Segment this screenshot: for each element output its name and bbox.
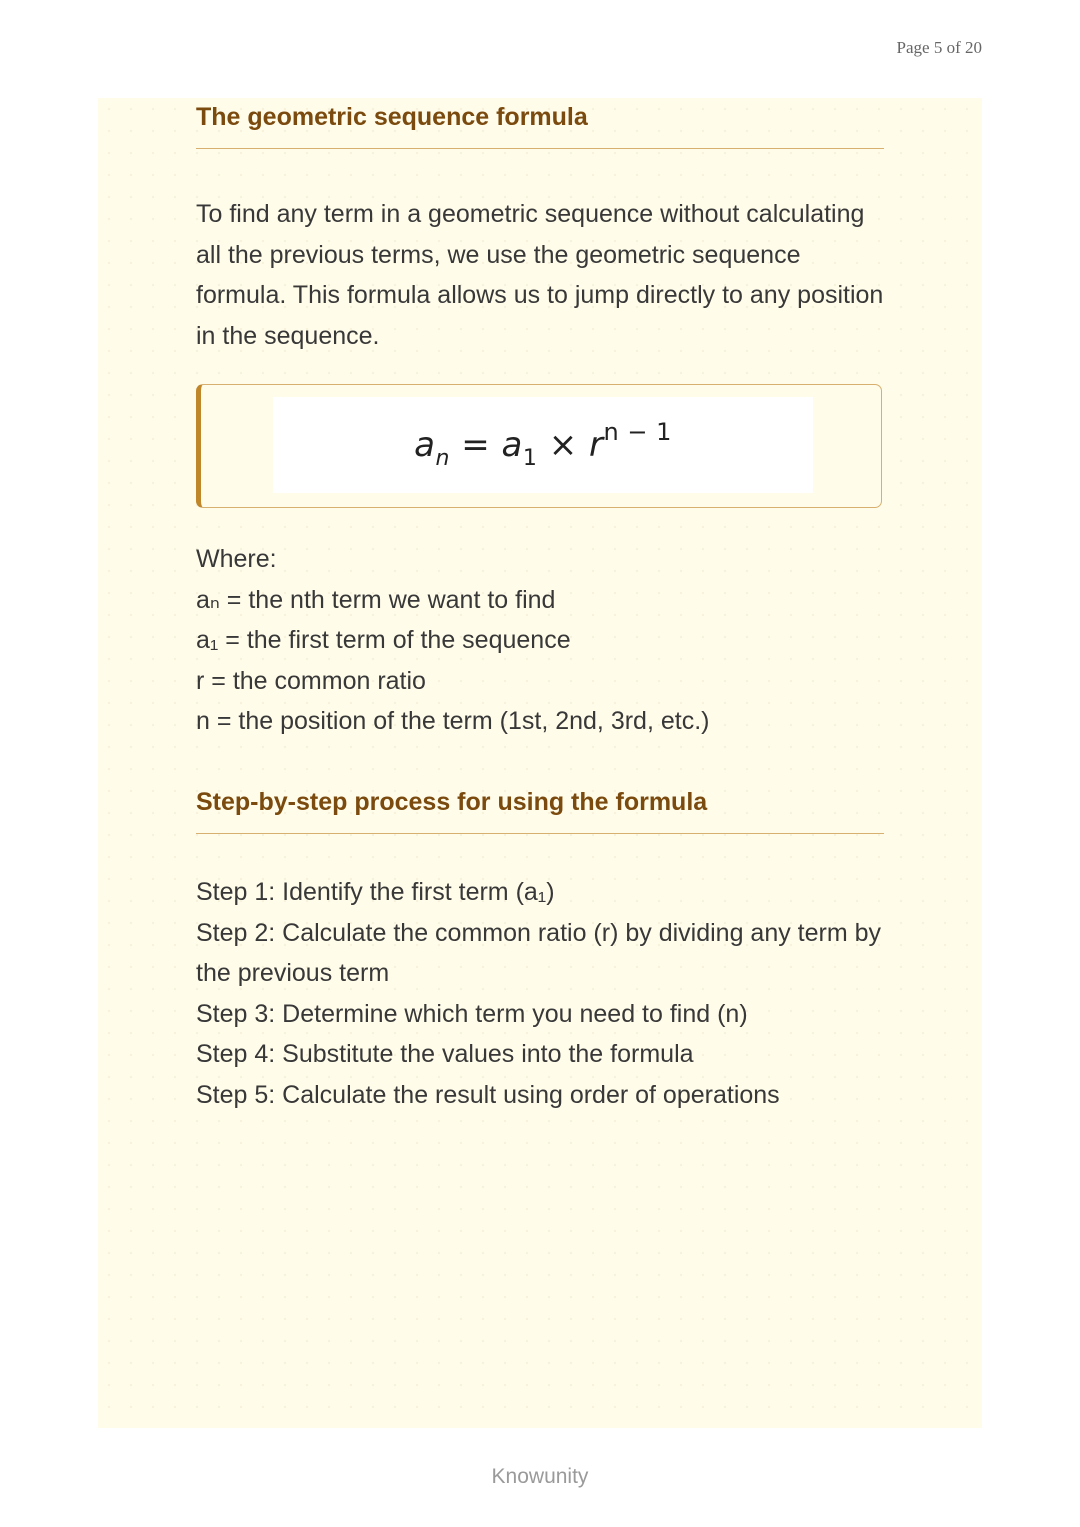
formula-times: × bbox=[537, 425, 589, 465]
formula-rhs-base: a bbox=[501, 425, 523, 465]
formula-rhs-subscript: 1 bbox=[522, 446, 538, 471]
definition-item: r = the common ratio bbox=[196, 666, 426, 695]
section-title-formula: The geometric sequence formula bbox=[196, 105, 884, 149]
brand-footer: Knowunity bbox=[491, 1465, 589, 1488]
step-item: Step 2: Calculate the common ratio (r) by dividing any term by the previous term bbox=[196, 918, 882, 988]
where-definitions bbox=[196, 539, 884, 742]
formula-ratio: r bbox=[589, 425, 604, 465]
step-item: Step 4: Substitute the values into the formula bbox=[196, 1040, 694, 1069]
intro-paragraph: To find any term in a geometric sequence without calculating all the previous terms, we use the geometric sequence formula. This formula allows us to jump directly to any position in the sequence. bbox=[196, 200, 884, 350]
section-title-steps: Step-by-step process for using the formula bbox=[196, 790, 884, 834]
formula-equals: = bbox=[449, 425, 502, 465]
formula-exponent: n − 1 bbox=[603, 418, 672, 446]
formula-display bbox=[273, 397, 813, 493]
definition-item: a₁ = the first term of the sequence bbox=[196, 626, 571, 655]
definition-item: aₙ = the nth term we want to find bbox=[196, 585, 556, 614]
formula-expression bbox=[414, 418, 672, 471]
step-item: Step 3: Determine which term you need to find (n) bbox=[196, 999, 748, 1028]
definition-item: n = the position of the term (1st, 2nd, 3rd, etc.) bbox=[196, 707, 710, 736]
steps-list bbox=[196, 872, 884, 1116]
formula-lhs: a bbox=[414, 425, 436, 465]
step-item: Step 1: Identify the first term (a₁) bbox=[196, 878, 555, 906]
formula-lhs-subscript: n bbox=[435, 446, 450, 471]
formula-box bbox=[196, 384, 882, 508]
where-heading: Where: bbox=[196, 545, 277, 573]
content-card bbox=[98, 98, 982, 1428]
step-item: Step 5: Calculate the result using order of operations bbox=[196, 1080, 780, 1109]
page-number: Page 5 of 20 bbox=[896, 38, 982, 57]
